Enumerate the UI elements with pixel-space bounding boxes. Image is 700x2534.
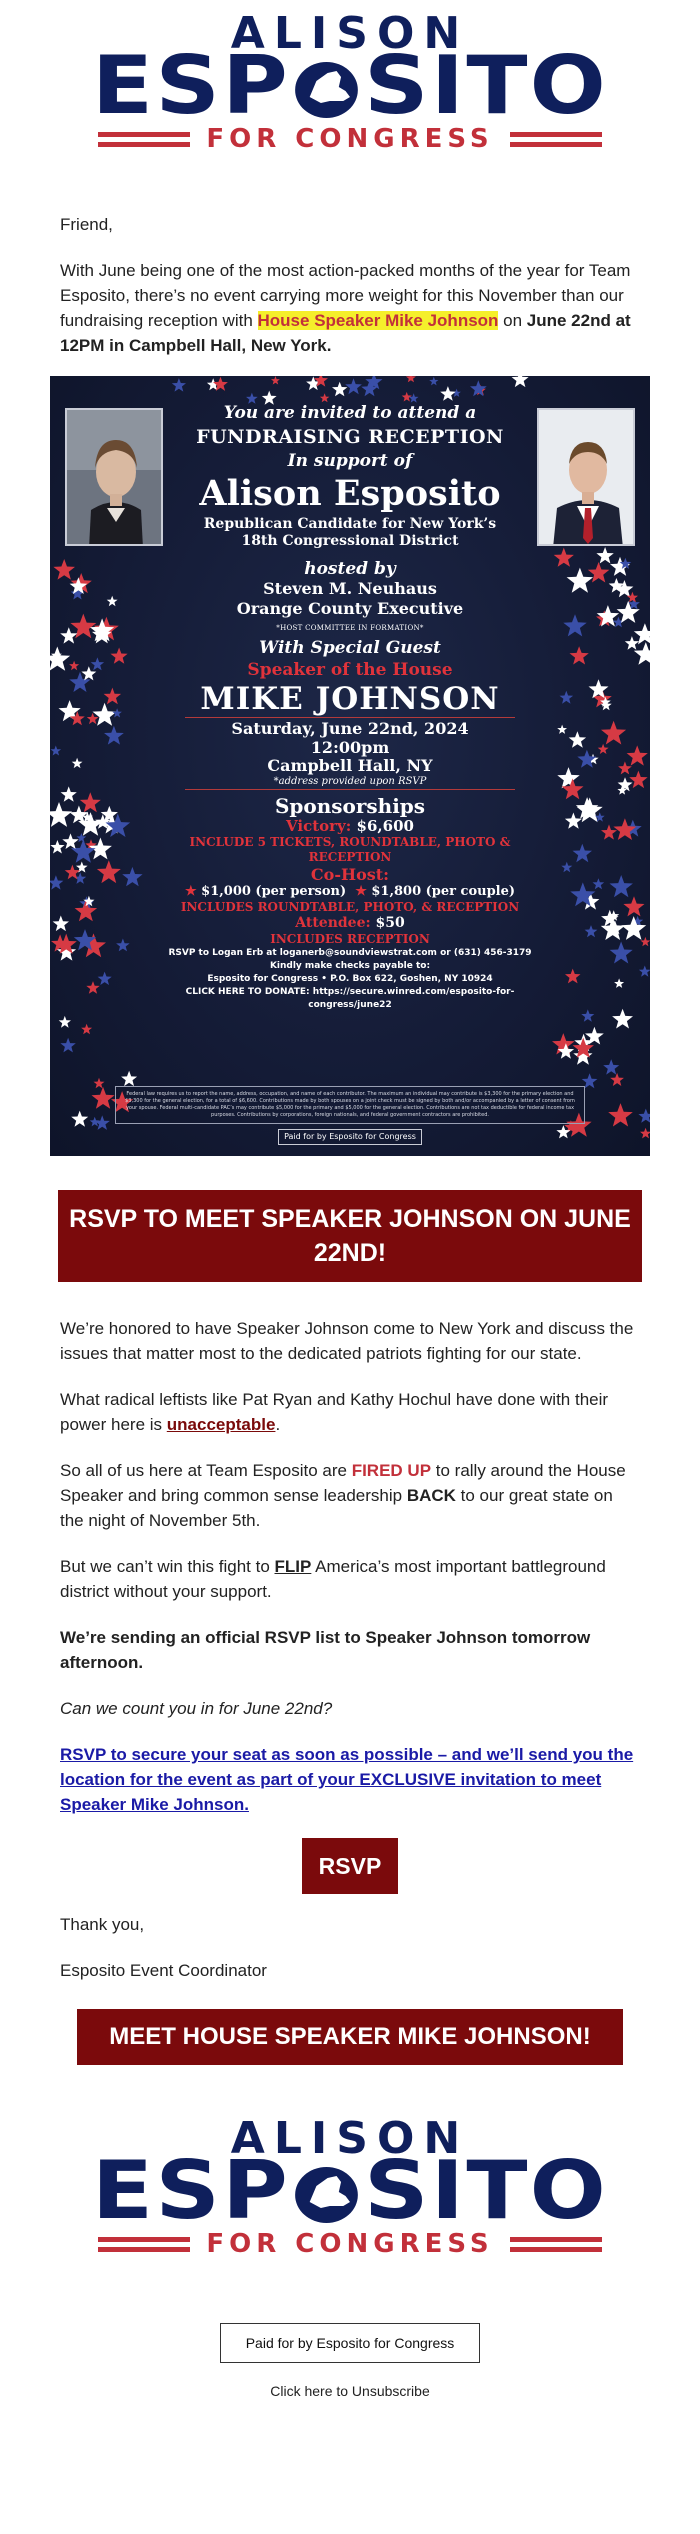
star-icon bbox=[596, 547, 613, 564]
star-icon bbox=[172, 378, 186, 392]
flyer-attendee-price: $50 bbox=[375, 915, 405, 931]
meet-speaker-banner[interactable]: MEET HOUSE SPEAKER MIKE JOHNSON! bbox=[77, 2009, 623, 2065]
star-icon bbox=[610, 875, 633, 897]
star-icon bbox=[614, 978, 624, 988]
unsubscribe-link[interactable]: Click here to Unsubscribe bbox=[270, 2383, 430, 2399]
flyer-paid-by bbox=[50, 1126, 650, 1145]
flyer-event-type: FUNDRAISING RECEPTION bbox=[196, 426, 504, 448]
star-icon bbox=[93, 703, 117, 726]
flyer-victory-level bbox=[150, 818, 550, 835]
star-icon bbox=[94, 1078, 105, 1088]
star-icon bbox=[623, 896, 644, 916]
star-icon bbox=[50, 802, 72, 827]
flyer-host-committee: *HOST COMMITTEE IN FORMATION* bbox=[276, 624, 424, 632]
footer-logo-first-name-text: ALISON bbox=[230, 2113, 470, 2164]
star-icon bbox=[512, 376, 529, 387]
star-icon bbox=[116, 939, 130, 952]
star-icon bbox=[271, 376, 280, 385]
star-icon bbox=[332, 382, 347, 397]
star-icon bbox=[80, 792, 101, 812]
flyer-time: 12:00pm bbox=[310, 738, 390, 757]
star-icon bbox=[104, 688, 122, 705]
star-icon bbox=[557, 725, 567, 734]
star-icon bbox=[122, 867, 142, 886]
star-icon bbox=[97, 860, 121, 883]
speaker-photo bbox=[537, 408, 635, 546]
star-icon bbox=[402, 392, 412, 402]
footer-logo-last-name-start: ESP bbox=[91, 2144, 291, 2237]
star-icon bbox=[573, 844, 593, 863]
star-icon bbox=[601, 721, 626, 745]
star-icon bbox=[638, 1109, 650, 1123]
new-york-state-icon bbox=[288, 57, 366, 119]
star-icon bbox=[621, 916, 646, 940]
star-icon bbox=[53, 916, 69, 932]
star-icon bbox=[634, 642, 650, 665]
logo-first-name-text: ALISON bbox=[230, 8, 470, 59]
star-icon bbox=[608, 1103, 633, 1126]
star-icon bbox=[53, 559, 75, 580]
star-icon bbox=[50, 647, 70, 671]
flyer-victory-price: $6,600 bbox=[356, 817, 414, 835]
logo-last-name-end: SITO bbox=[363, 39, 609, 132]
star-icon bbox=[601, 917, 625, 940]
star-icon bbox=[581, 1009, 594, 1021]
fired-up-text: FIRED UP bbox=[351, 1461, 432, 1480]
star-icon bbox=[69, 661, 79, 671]
flyer-candidate-name: Alison Esposito bbox=[199, 473, 501, 514]
flyer-guest-name: MIKE JOHNSON bbox=[200, 681, 500, 717]
star-icon bbox=[111, 648, 128, 664]
flyer-sponsorships-heading: Sponsorships bbox=[274, 794, 426, 818]
footer-logo-last-name-end: SITO bbox=[363, 2144, 609, 2237]
footer-logo bbox=[50, 2105, 650, 2261]
flyer-special-guest: With Special Guest bbox=[259, 638, 441, 658]
paragraph-fired-up-text-1: So all of us here at Team Esposito are bbox=[60, 1461, 352, 1480]
star-icon bbox=[557, 767, 579, 788]
flyer-date: Saturday, June 22nd, 2024 bbox=[231, 719, 469, 738]
flip-text: FLIP bbox=[274, 1557, 312, 1576]
logo-stripes-left bbox=[98, 132, 190, 147]
paragraph-fired-up-text-3: to our great state on the night of November 5th. bbox=[60, 1486, 613, 1530]
star-icon bbox=[51, 746, 62, 756]
flyer-rsvp-line: RSVP to Logan Erb at loganerb@soundviewstrat.com or (631) 456-3179 bbox=[168, 948, 532, 958]
footer-logo-stripes-left bbox=[98, 2237, 190, 2252]
flyer-candidate-title-2: 18th Congressional District bbox=[241, 533, 459, 549]
logo-tagline: FOR CONGRESS bbox=[206, 124, 494, 154]
paragraph-count-you-in: Can we count you in for June 22nd? bbox=[60, 1699, 333, 1718]
star-icon bbox=[639, 966, 650, 977]
event-flyer[interactable] bbox=[50, 376, 650, 1156]
flyer-in-support: In support of bbox=[287, 451, 413, 471]
footer-logo-last-name bbox=[14, 2144, 686, 2237]
star-icon bbox=[570, 646, 589, 664]
star-icon: ★ bbox=[184, 884, 197, 899]
flyer-location: Campbell Hall, NY bbox=[267, 756, 433, 775]
star-icon bbox=[603, 1059, 619, 1074]
back-text: BACK bbox=[406, 1486, 456, 1505]
star-icon bbox=[585, 925, 598, 937]
star-icon bbox=[610, 1073, 624, 1086]
star-icon bbox=[121, 1071, 137, 1086]
star-icon bbox=[627, 745, 648, 765]
rsvp-secure-seat-link[interactable]: RSVP to secure your seat as soon as possible – and we’ll send you the location for the event as part of your EXCLUSIVE invitation to meet Speaker Mike Johnson. bbox=[60, 1745, 634, 1814]
flyer-victory-includes: INCLUDE 5 TICKETS, ROUNDTABLE, PHOTO & RECEPTION bbox=[189, 835, 511, 864]
flyer-cohost-label: Co-Host: bbox=[310, 865, 390, 884]
star-icon bbox=[60, 1038, 75, 1053]
star-icon bbox=[61, 786, 77, 801]
star-icon bbox=[577, 750, 596, 768]
email-signoff bbox=[60, 1912, 640, 1983]
logo-last-name bbox=[14, 39, 686, 132]
star-icon bbox=[618, 761, 632, 774]
paragraph-rsvp-list: We’re sending an official RSVP list to Speaker Johnson tomorrow afternoon. bbox=[60, 1628, 591, 1672]
star-icon bbox=[59, 1016, 71, 1028]
flyer-checks-line: Kindly make checks payable to: bbox=[269, 961, 431, 971]
star-icon bbox=[589, 679, 609, 698]
intro-paragraph bbox=[60, 258, 640, 358]
candidate-photo bbox=[65, 408, 163, 546]
paid-for-box: Paid for by Esposito for Congress bbox=[220, 2323, 480, 2363]
star-icon bbox=[50, 840, 64, 854]
paragraph-flip bbox=[60, 1554, 640, 1604]
rsvp-button[interactable]: RSVP bbox=[302, 1838, 398, 1894]
star-icon bbox=[112, 708, 122, 717]
flyer-guest-title: Speaker of the House bbox=[247, 660, 453, 680]
star-icon bbox=[554, 548, 574, 567]
flyer-victory-label: Victory: bbox=[286, 817, 352, 835]
star-icon bbox=[320, 393, 330, 402]
intro-text-1: With June being one of the most action-packed months of the year for Team Esposito, there’s no event carrying more weight for this November than our fundraising reception with bbox=[60, 261, 631, 330]
star-icon bbox=[60, 627, 77, 643]
star-icon bbox=[72, 758, 83, 768]
star-icon: ★ bbox=[355, 884, 367, 899]
flyer-hosted-by: hosted by bbox=[304, 559, 396, 579]
star-icon bbox=[625, 636, 639, 650]
paragraph-flip-text-2: America’s most important battleground district without your support. bbox=[60, 1557, 606, 1601]
paragraph-fired-up-text-2: to rally around the House Speaker and bring common sense leadership bbox=[60, 1461, 626, 1505]
star-icon bbox=[429, 377, 438, 386]
flyer-attendee-includes: INCLUDES RECEPTION bbox=[270, 932, 430, 946]
star-icon bbox=[565, 969, 581, 984]
flyer-host-title: Orange County Executive bbox=[236, 599, 464, 618]
paragraph-rsvp-link bbox=[60, 1742, 640, 1817]
flyer-address-note: *address provided upon RSVP bbox=[273, 776, 427, 787]
star-icon bbox=[62, 833, 78, 849]
header-logo bbox=[50, 0, 650, 156]
star-icon bbox=[345, 378, 362, 394]
star-icon bbox=[593, 878, 605, 889]
email-intro bbox=[60, 212, 640, 358]
logo-last-name-start: ESP bbox=[91, 39, 291, 132]
star-icon bbox=[612, 1009, 633, 1029]
paragraph-leftists-end: . bbox=[275, 1415, 281, 1434]
flyer-invite-line: You are invited to attend a bbox=[223, 403, 477, 423]
star-icon bbox=[561, 862, 572, 873]
logo-stripes-right bbox=[510, 132, 602, 147]
star-icon bbox=[567, 568, 594, 593]
star-icon bbox=[98, 972, 112, 985]
signature: Esposito Event Coordinator bbox=[60, 1961, 267, 1980]
footer-logo-tagline: FOR CONGRESS bbox=[206, 2229, 494, 2259]
paragraph-leftists bbox=[60, 1387, 640, 1437]
star-icon bbox=[75, 900, 98, 921]
flyer-paid-by-text: Paid for by Esposito for Congress bbox=[278, 1129, 422, 1145]
star-icon bbox=[588, 562, 610, 583]
intro-date: June 22nd at 12PM in Campbell Hall, New York. bbox=[60, 311, 631, 355]
paragraph-leftists-text: What radical leftists like Pat Ryan and Kathy Hochul have done with their power here is bbox=[60, 1390, 609, 1434]
intro-text-2: on bbox=[498, 311, 527, 330]
star-icon bbox=[565, 813, 582, 829]
flyer-host-name: Steven M. Neuhaus bbox=[263, 579, 437, 598]
flyer-donate-link[interactable]: CLICK HERE TO DONATE: https://secure.winred.com/esposito-for-congress/june22 bbox=[185, 987, 515, 1010]
star-icon bbox=[629, 771, 647, 789]
star-icon bbox=[610, 942, 633, 964]
star-icon bbox=[107, 596, 118, 606]
greeting: Friend, bbox=[60, 215, 113, 234]
star-icon bbox=[91, 657, 104, 670]
star-icon bbox=[598, 744, 609, 754]
flyer-divider-2 bbox=[185, 789, 515, 790]
star-icon bbox=[50, 875, 63, 889]
star-icon bbox=[104, 726, 124, 745]
flyer-attendee-label: Attendee: bbox=[295, 915, 371, 931]
intro-highlight-speaker: House Speaker Mike Johnson bbox=[257, 311, 499, 330]
signoff: Thank you, bbox=[60, 1915, 145, 1934]
star-icon bbox=[563, 614, 586, 636]
star-icon bbox=[640, 937, 650, 946]
flyer-text bbox=[150, 402, 550, 1012]
flyer-cohost-includes: INCLUDES ROUNDTABLE, PHOTO, & RECEPTION bbox=[180, 900, 520, 914]
star-icon bbox=[86, 981, 99, 994]
star-icon bbox=[569, 731, 586, 748]
star-icon bbox=[560, 691, 574, 704]
flyer-cohost-price-2: $1,800 (per couple) bbox=[371, 884, 516, 899]
star-icon bbox=[92, 1087, 115, 1109]
flyer-fine-print: Federal law requires us to report the name, address, occupation, and name of each contributor. The maximum an individual may contribute is $3,300 for the primary election and $3,300 for the general election, for a total of $6,600. Contributions made by both spouses on a joint check must be signed by both and/or accompanied by a letter of consent from your spouse. Federal multi-candidate PAC’s may contribute $5,000 for the primary and $5,000 for the general election. Contributions are not tax deductible for federal income tax purposes. Contributions by corporations, foreign nationals, and federal government contractors are prohibited. bbox=[115, 1086, 585, 1124]
flyer-candidate-title-1: Republican Candidate for New York’s bbox=[203, 516, 497, 532]
new-york-state-icon bbox=[288, 2162, 366, 2224]
paragraph-honored: We’re honored to have Speaker Johnson come to New York and discuss the issues that matter most to the dedicated patriots fighting for our state. bbox=[60, 1319, 634, 1363]
flyer-cohost-prices bbox=[150, 884, 550, 900]
unacceptable-link[interactable]: unacceptable bbox=[166, 1415, 276, 1434]
flyer-attendee-level bbox=[150, 915, 550, 932]
star-icon bbox=[71, 1111, 88, 1127]
footer-logo-stripes-right bbox=[510, 2237, 602, 2252]
paragraph-fired-up bbox=[60, 1458, 640, 1533]
rsvp-banner[interactable]: RSVP TO MEET SPEAKER JOHNSON ON JUNE 22ND! bbox=[58, 1190, 642, 1282]
star-icon bbox=[81, 1024, 92, 1034]
star-icon bbox=[406, 376, 416, 382]
email-body bbox=[60, 1316, 640, 1817]
star-icon bbox=[440, 386, 456, 401]
flyer-payee-line: Esposito for Congress • P.O. Box 622, Goshen, NY 10924 bbox=[207, 974, 493, 984]
paragraph-flip-text-1: But we can’t win this fight to bbox=[60, 1557, 275, 1576]
flyer-cohost-price-1: $1,000 (per person) bbox=[201, 884, 347, 899]
